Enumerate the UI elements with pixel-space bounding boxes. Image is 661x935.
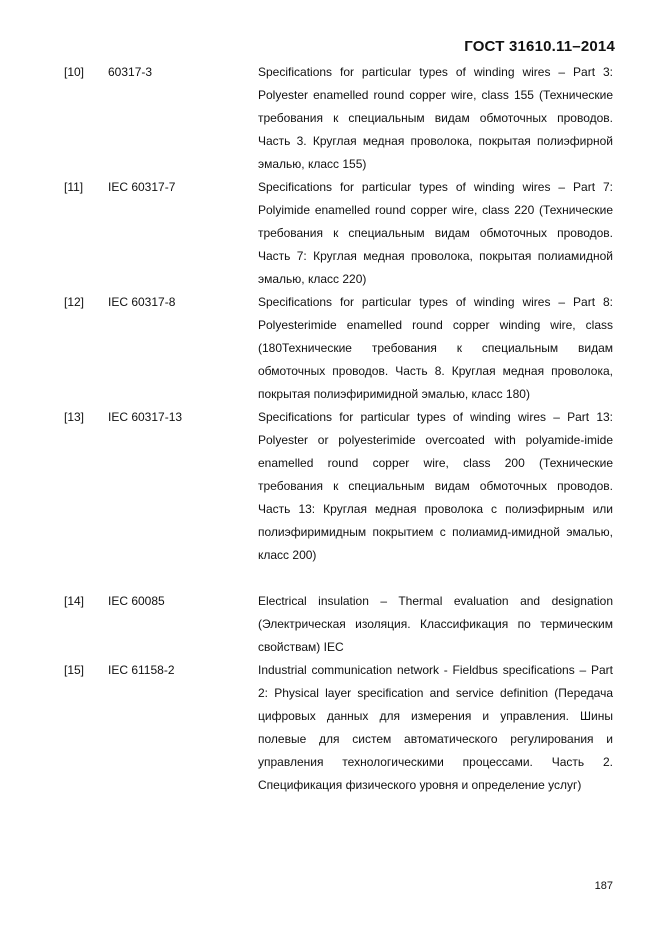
reference-number: [12]	[64, 295, 85, 309]
entry-spacer	[64, 567, 614, 590]
reference-number: [15]	[64, 663, 85, 677]
reference-code: IEC 60085	[108, 594, 165, 608]
reference-title: Electrical insulation – Thermal evaluation and designation (Электрическая изоляция. Классификация по термическим свойствам) IEC	[258, 594, 613, 654]
reference-code: IEC 60317-7	[108, 180, 176, 194]
standard-designation: ГОСТ 31610.11–2014	[464, 38, 615, 55]
reference-entry-12	[64, 291, 614, 406]
reference-entry-10	[64, 61, 614, 176]
reference-code: IEC 60317-8	[108, 295, 176, 309]
reference-entry-11	[64, 176, 614, 291]
reference-number: [14]	[64, 594, 85, 608]
page-number: 187	[594, 880, 613, 892]
bibliography-list	[64, 61, 614, 797]
reference-title: Specifications for particular types of winding wires – Part 7: Polyimide enamelled round copper wire, class 220 (Технические требования к специальным видам обмоточных проводов. Часть 7: Круглая медная проволока, покрытая полиамидной эмалью, класс 220)	[258, 180, 613, 286]
reference-entry-15	[64, 659, 614, 797]
reference-number: [13]	[64, 410, 85, 424]
reference-code: IEC 60317-13	[108, 410, 183, 424]
reference-title: Specifications for particular types of winding wires – Part 8: Polyesterimide enamelled round copper winding wire, class (180Технические требования к специальным видам обмоточных проводов. Часть 8. Круглая медная проволока, покрытая полиэфиримидной эмалью, класс 180)	[258, 295, 613, 401]
reference-number: [11]	[64, 180, 84, 194]
reference-title: Specifications for particular types of winding wires – Part 3: Polyester enamelled round copper wire, class 155 (Технические требования к специальным видам обмоточных проводов. Часть 3. Круглая медная проволока, покрытая полиэфирной эмалью, класс 155)	[258, 65, 613, 171]
reference-title: Industrial communication network - Fieldbus specifications – Part 2: Physical layer specification and service definition (Передача цифровых данных для измерения и управления. Шины полевые для систем автоматического регулирования и управления технологическими процессами. Часть 2. Спецификация физического уровня и определение услуг)	[258, 663, 613, 792]
reference-entry-14	[64, 590, 614, 659]
reference-entry-13	[64, 406, 614, 567]
reference-number: [10]	[64, 65, 85, 79]
reference-code: 60317-3	[108, 65, 153, 79]
reference-code: IEC 61158-2	[108, 663, 175, 677]
reference-title: Specifications for particular types of winding wires – Part 13: Polyester or polyesterimide overcoated with polyamide-imide enamelled round copper wire, class 200 (Технические требования к специальным видам обмоточных проводов. Часть 13: Круглая медная проволока с полиэфирным или полиэфиримидным покрытием с полиамид-имидной эмалью, класс 200)	[258, 410, 613, 562]
